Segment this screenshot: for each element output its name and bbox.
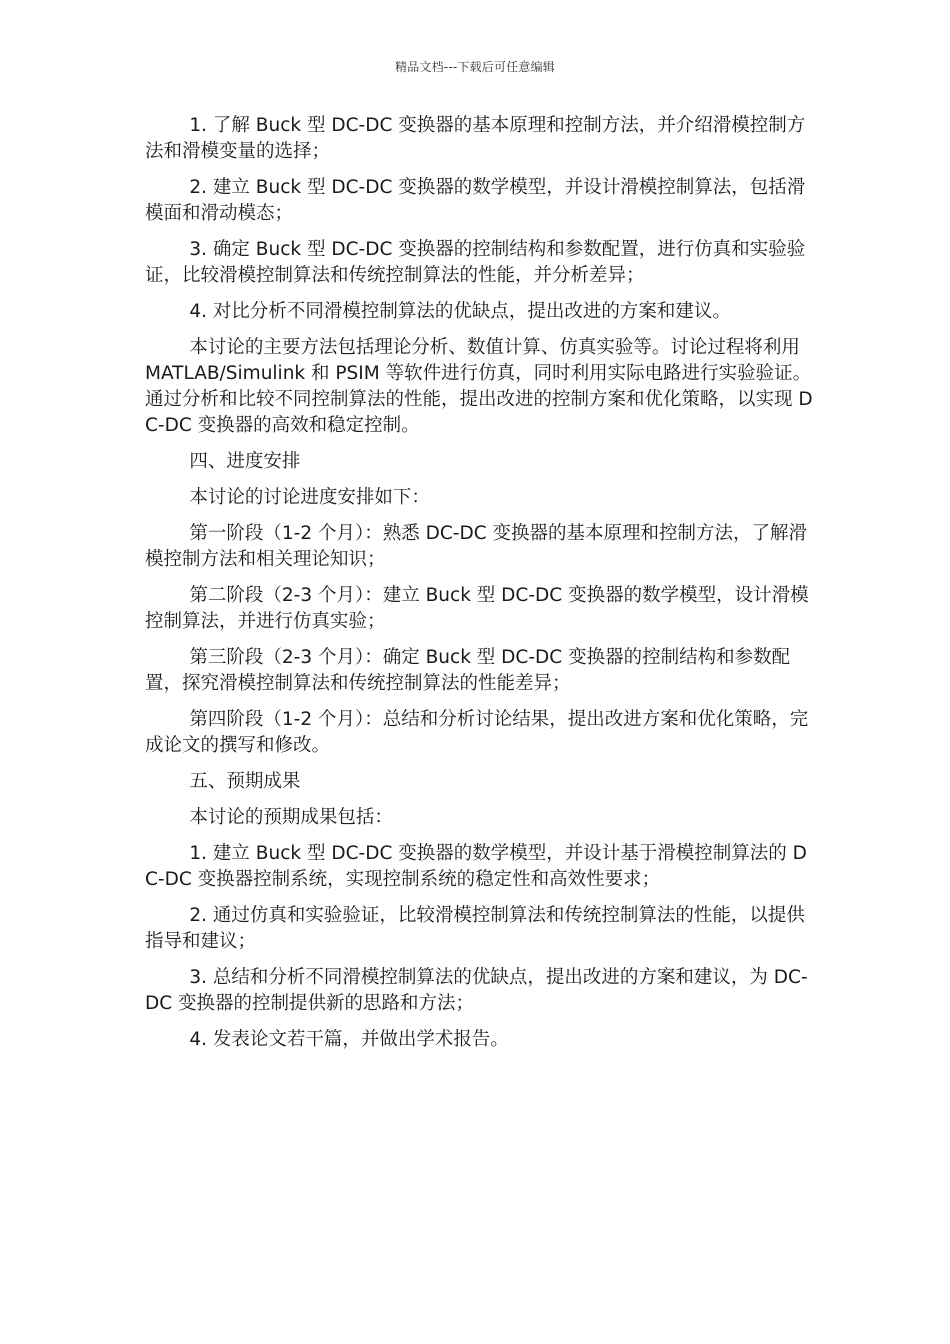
document-body bbox=[145, 113, 813, 1063]
methods-paragraph: 本讨论的主要方法包括理论分析、数值计算、仿真实验等。讨论过程将利用 MATLAB/Simulink 和 PSIM 等软件进行仿真，同时利用实际电路进行实验验证。通过分析和比较不同控制算法的性能，提出改进的控制方案和优化策略，以实现 DC-DC 变换器的高效和稳定控制。 bbox=[145, 337, 813, 436]
outcome-item-3: 3. 总结和分析不同滑模控制算法的优缺点，提出改进的方案和建议，为 DC-DC 变换器的控制提供新的思路和方法； bbox=[145, 967, 808, 1014]
objective-item-2: 2. 建立 Buck 型 DC-DC 变换器的数学模型，并设计滑模控制算法，包括滑模面和滑动模态； bbox=[145, 177, 806, 224]
outcome-item-2: 2. 通过仿真和实验验证，比较滑模控制算法和传统控制算法的性能，以提供指导和建议； bbox=[145, 905, 805, 952]
objective-item-1: 1. 了解 Buck 型 DC-DC 变换器的基本原理和控制方法，并介绍滑模控制方法和滑模变量的选择； bbox=[145, 115, 806, 162]
objective-item-3: 3. 确定 Buck 型 DC-DC 变换器的控制结构和参数配置，进行仿真和实验验证，比较滑模控制算法和传统控制算法的性能，并分析差异； bbox=[145, 239, 806, 286]
schedule-phase-1: 第一阶段（1-2 个月）：熟悉 DC-DC 变换器的基本原理和控制方法，了解滑模控制方法和相关理论知识； bbox=[145, 523, 808, 570]
outcome-item-1: 1. 建立 Buck 型 DC-DC 变换器的数学模型，并设计基于滑模控制算法的 DC-DC 变换器控制系统，实现控制系统的稳定性和高效性要求； bbox=[145, 843, 807, 890]
section-heading-outcomes: 五、预期成果 bbox=[189, 771, 301, 792]
schedule-intro: 本讨论的讨论进度安排如下： bbox=[189, 487, 430, 508]
outcome-item-4: 4. 发表论文若干篇，并做出学术报告。 bbox=[189, 1029, 509, 1050]
schedule-phase-4: 第四阶段（1-2 个月）：总结和分析讨论结果，提出改进方案和优化策略，完成论文的撰写和修改。 bbox=[145, 709, 809, 756]
outcomes-intro: 本讨论的预期成果包括： bbox=[189, 807, 393, 828]
page-header: 精品文档---下载后可任意编辑 bbox=[395, 60, 555, 74]
objective-item-4: 4. 对比分析不同滑模控制算法的优缺点，提出改进的方案和建议。 bbox=[189, 301, 731, 322]
schedule-phase-2: 第二阶段（2-3 个月）：建立 Buck 型 DC-DC 变换器的数学模型，设计滑模控制算法，并进行仿真实验； bbox=[145, 585, 809, 632]
section-heading-schedule: 四、进度安排 bbox=[189, 451, 301, 472]
schedule-phase-3: 第三阶段（2-3 个月）：确定 Buck 型 DC-DC 变换器的控制结构和参数配置，探究滑模控制算法和传统控制算法的性能差异； bbox=[145, 647, 791, 694]
